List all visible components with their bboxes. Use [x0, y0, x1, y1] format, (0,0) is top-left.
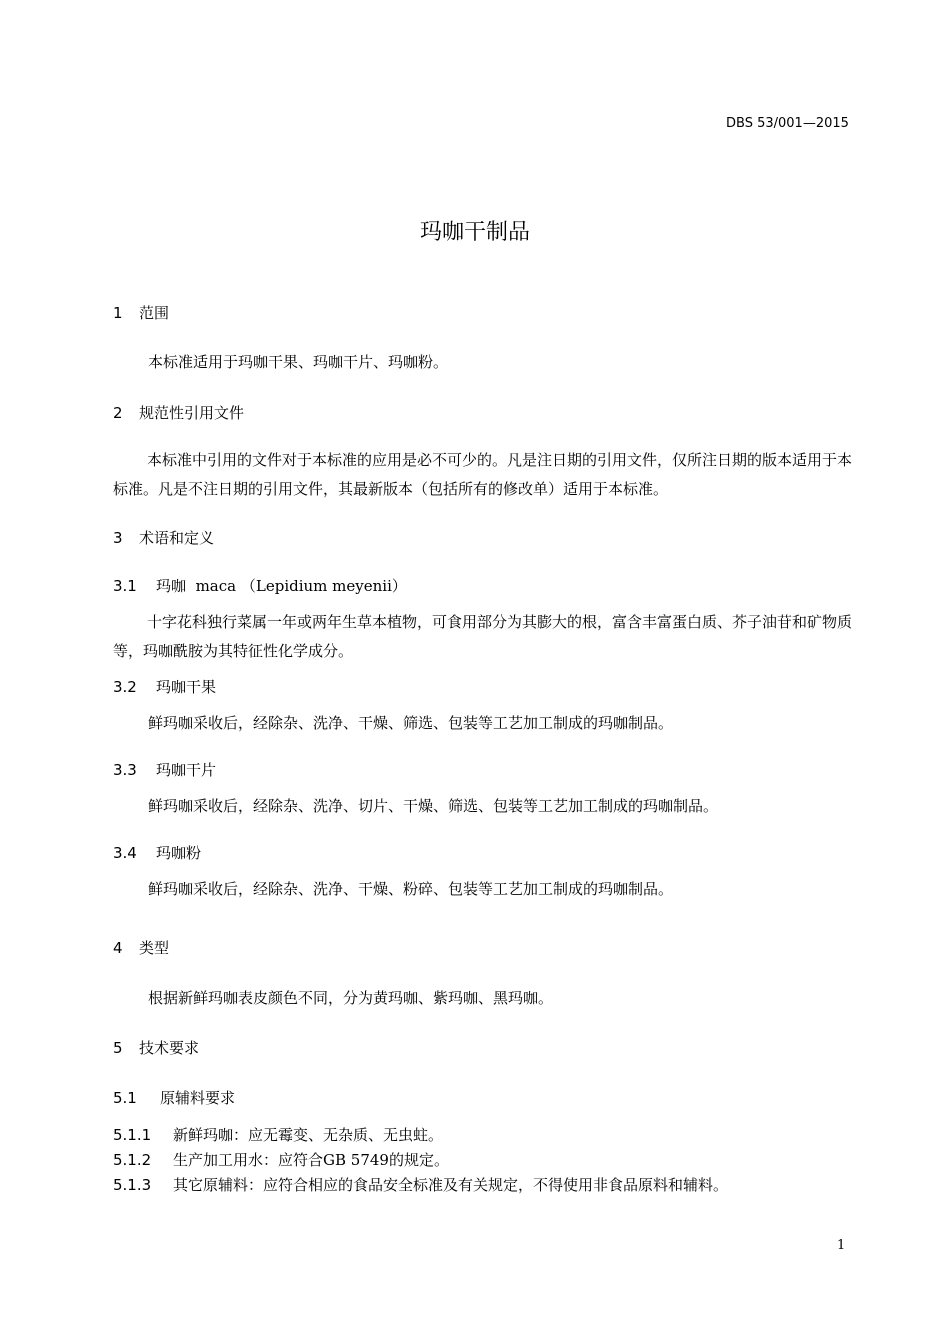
section-3-3-text: 鲜玛咖采收后，经除杂、洗净、切片、干燥、筛选、包装等工艺加工制成的玛咖制品。 — [148, 797, 719, 815]
section-number: 3.1 — [113, 577, 137, 595]
section-5-1-heading — [113, 1087, 235, 1108]
section-title: 技术要求 — [139, 1039, 200, 1057]
section-3-4-text: 鲜玛咖采收后，经除杂、洗净、干燥、粉碎、包装等工艺加工制成的玛咖制品。 — [148, 880, 674, 898]
section-number: 3 — [113, 529, 123, 547]
section-3-1-text: 十字花科独行菜属一年或两年生草本植物，可食用部分为其膨大的根，富含丰富蛋白质、芥子油苷和矿物质等，玛咖酰胺为其特征性化学成分。 — [113, 613, 853, 660]
section-number: 5.1 — [113, 1089, 137, 1107]
section-3-2-heading — [113, 676, 216, 697]
section-number: 5.1.1 — [113, 1126, 152, 1144]
section-text: 其它原辅料：应符合相应的食品安全标准及有关规定，不得使用非食品原料和辅料。 — [173, 1176, 729, 1194]
section-3-2-text: 鲜玛咖采收后，经除杂、洗净、干燥、筛选、包装等工艺加工制成的玛咖制品。 — [148, 714, 674, 732]
section-number: 2 — [113, 404, 123, 422]
section-3-heading — [113, 527, 214, 548]
section-5-1-2 — [113, 1149, 449, 1170]
section-title: 玛咖干果 — [156, 678, 217, 696]
section-5-1-1 — [113, 1124, 443, 1145]
page-number: 1 — [837, 1238, 846, 1253]
section-number: 3.2 — [113, 678, 137, 696]
section-number: 5 — [113, 1039, 123, 1057]
section-4-heading — [113, 937, 169, 958]
section-2-heading — [113, 402, 244, 423]
section-text: 新鲜玛咖：应无霉变、无杂质、无虫蛀。 — [173, 1126, 444, 1144]
section-2-text: 本标准中引用的文件对于本标准的应用是必不可少的。凡是注日期的引用文件，仅所注日期的版本适用于本标准。凡是不注日期的引用文件，其最新版本（包括所有的修改单）适用于本标准。 — [113, 451, 853, 498]
section-3-4-heading — [113, 842, 201, 863]
section-title: 玛咖 — [156, 577, 187, 595]
section-title: 术语和定义 — [139, 529, 215, 547]
section-title: 类型 — [139, 939, 170, 957]
section-title: 规范性引用文件 — [139, 404, 245, 422]
section-number: 3.4 — [113, 844, 137, 862]
section-1-text: 本标准适用于玛咖干果、玛咖干片、玛咖粉。 — [148, 353, 449, 371]
document-title: 玛咖干制品 — [419, 220, 530, 245]
section-title: 范围 — [139, 304, 170, 322]
latin-close-paren: ） — [391, 577, 407, 595]
section-4-text: 根据新鲜玛咖表皮颜色不同，分为黄玛咖、紫玛咖、黑玛咖。 — [148, 989, 554, 1007]
section-1-heading — [113, 302, 169, 323]
standard-code: DBS 53/001—2015 — [726, 116, 849, 131]
section-5-1-3 — [113, 1174, 728, 1195]
section-number: 5.1.3 — [113, 1176, 152, 1194]
section-number: 3.3 — [113, 761, 137, 779]
section-text: 生产加工用水：应符合GB 5749的规定。 — [173, 1151, 449, 1169]
section-3-3-heading — [113, 759, 216, 780]
section-3-1-heading — [113, 575, 407, 596]
section-number: 1 — [113, 304, 123, 322]
section-title: 玛咖粉 — [156, 844, 202, 862]
section-number: 4 — [113, 939, 123, 957]
section-number: 5.1.2 — [113, 1151, 152, 1169]
term-english: maca — [195, 577, 237, 595]
term-latin: Lepidium meyenii — [255, 577, 392, 595]
latin-open-paren: （ — [240, 577, 256, 595]
section-title: 原辅料要求 — [160, 1089, 236, 1107]
section-5-heading — [113, 1037, 199, 1058]
section-title: 玛咖干片 — [156, 761, 217, 779]
